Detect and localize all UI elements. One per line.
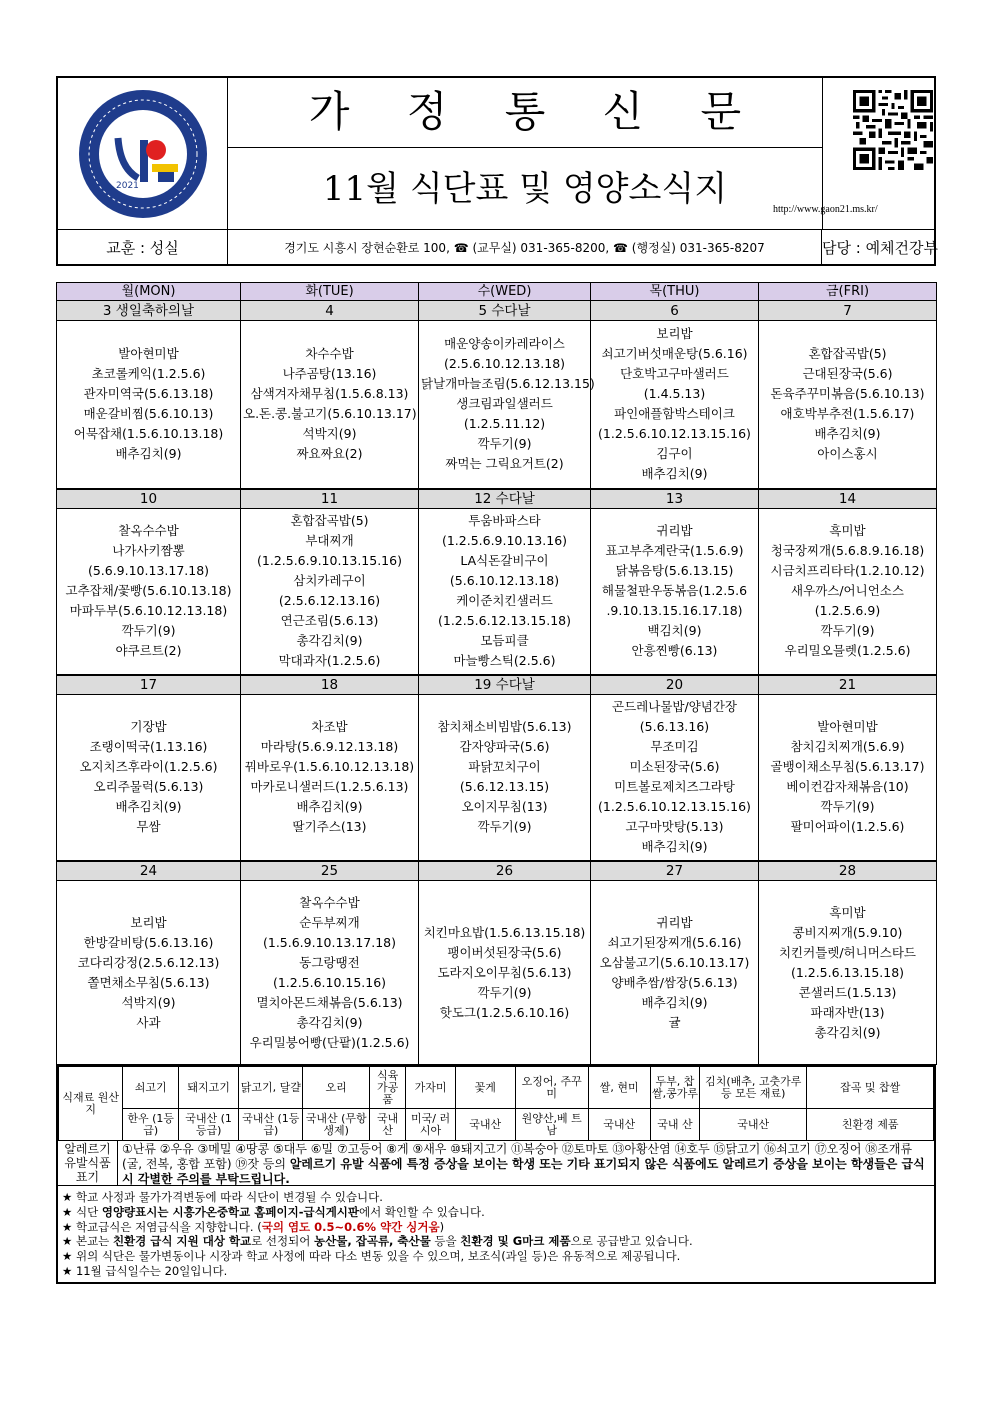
menu-item: 오지치즈후라이(1.2.5.6) [79, 759, 218, 775]
menu-item: 총각김치(9) [296, 633, 363, 649]
menu-item: 마카로니샐러드(1.2.5.6.13) [250, 779, 409, 795]
meal-cell [241, 695, 419, 861]
menu-item: 기장밥 [130, 719, 167, 735]
menu-item: (1.4.5.13) [643, 386, 706, 402]
origin-item: 오리 [303, 1067, 369, 1109]
origin-item: 두부, 찹쌀,콩가루 [650, 1067, 699, 1109]
note-4-g: 으로 공급받고 있습니다. [570, 1234, 693, 1249]
note-3 [62, 1220, 932, 1235]
menu-item: 찰옥수수밥 [299, 894, 360, 910]
origin-table [58, 1066, 934, 1141]
meal-cell [419, 695, 591, 861]
menu-item: 닭날개마늘조림(5.6.12.13.15) [421, 376, 595, 392]
menu-item: 찰옥수수밥 [118, 523, 179, 539]
origin-item: 잡곡 및 찹쌀 [807, 1067, 934, 1109]
meal-cell [241, 881, 419, 1065]
menu-item: 표고부추계란국(1.5.6.9) [605, 543, 744, 559]
date-cell: 14 [759, 489, 937, 509]
notes [62, 1190, 932, 1279]
date-cell: 13 [591, 489, 759, 509]
menu-item: 발아현미밥 [817, 719, 878, 735]
weekday-header: 수(WED) [419, 283, 591, 301]
menu-item: 마파두부(5.6.10.12.13.18) [69, 603, 228, 619]
menu-item: 깍두기(9) [820, 623, 875, 639]
date-cell: 18 [241, 675, 419, 695]
meal-cell [419, 881, 591, 1065]
allergy-text [122, 1142, 932, 1187]
menu-item: 고구마맛탕(5.13) [625, 819, 724, 835]
menu-item: 청국장찌개(5.6.8.9.16.18) [770, 543, 925, 559]
menu-item: 총각김치(9) [296, 1014, 363, 1030]
meal-cell [419, 509, 591, 675]
menu-item: (5.6.13.16) [639, 719, 710, 735]
menu-item: 쇠고기버섯매운탕(5.6.16) [601, 346, 748, 362]
meal-cell [759, 321, 937, 489]
date-cell: 3 생일축하의날 [57, 301, 241, 321]
origin-item: 김치(배추, 고춧가루 등 모든 재료) [700, 1067, 807, 1109]
menu-item: (1.2.5.6.10.15.16) [272, 974, 387, 990]
menu-item: 코다리강정(2.5.6.12.13) [77, 954, 220, 970]
meal-cell [591, 695, 759, 861]
menu-item: (2.5.6.12.13.16) [278, 593, 381, 609]
menu-item: 단호박고구마샐러드 [620, 366, 729, 382]
menu-item: 팽이버섯된장국(5.6) [447, 944, 562, 960]
menu-item: 배추김치(9) [814, 426, 881, 442]
note-2-bold: 영양량표시는 시흥가온중학교 홈페이지-급식게시판 [101, 1204, 360, 1219]
origin-item: 쌀, 현미 [588, 1067, 650, 1109]
meal-cell [57, 881, 241, 1065]
date-cell: 25 [241, 861, 419, 881]
menu-item: (5.6.12.13.15) [459, 779, 550, 795]
date-cell: 28 [759, 861, 937, 881]
date-row [57, 861, 937, 881]
meal-cell [57, 695, 241, 861]
menu-item: 도라지오이무침(5.6.13) [437, 964, 572, 980]
menu-item: 곤드레나물밥/양념간장 [612, 699, 737, 715]
menu-item: 생크림과일샐러드 [456, 396, 553, 412]
date-cell: 24 [57, 861, 241, 881]
menu-item: 치킨커틀렛/허니머스타드 [778, 944, 917, 960]
title-box [228, 78, 822, 230]
origin-country: 원양산,베 트남 [515, 1109, 588, 1141]
menu-item: 부대찌개 [305, 533, 354, 549]
date-cell: 20 [591, 675, 759, 695]
menu-item: 모듬피클 [480, 633, 529, 649]
menu-item: 깍두기(9) [477, 984, 532, 1000]
menu-item: .9.10.13.15.16.17.18) [606, 603, 743, 619]
date-cell: 19 수다날 [419, 675, 591, 695]
menu-item: (1.2.5.6.9) [814, 603, 881, 619]
date-cell: 21 [759, 675, 937, 695]
menu-item: 딸기주스(13) [292, 819, 367, 835]
origin-item: 식육 가공 품 [369, 1067, 405, 1109]
menu-item: 해물철판우동볶음(1.2.5.6 [601, 583, 748, 599]
meal-calendar [56, 282, 937, 1065]
menu-item: 멸치아몬드채볶음(5.6.13) [256, 994, 403, 1010]
origin-item: 닭고기, 달걀 [239, 1067, 303, 1109]
menu-item: LA식돈갈비구이 [460, 553, 549, 569]
meal-cell [57, 321, 241, 489]
menu-item: 무쌈 [136, 819, 161, 835]
date-cell: 27 [591, 861, 759, 881]
menu-item: 깍두기(9) [820, 799, 875, 815]
menu-item: 깍두기(9) [121, 623, 176, 639]
menu-item: 우리밀오믈렛(1.2.5.6) [784, 643, 911, 659]
menu-item: 닭볶음탕(5.6.13.15) [615, 563, 734, 579]
logo-year: 2021 [116, 181, 139, 191]
menu-item: 오.돈.콩.불고기(5.6.10.13.17) [243, 406, 417, 422]
menu-item: 깍두기(9) [477, 819, 532, 835]
menu-item: 연근조림(5.6.13) [280, 613, 379, 629]
menu-item: 석박지(9) [121, 994, 176, 1010]
note-4-c: 로 선정되어 [251, 1234, 315, 1249]
date-cell: 6 [591, 301, 759, 321]
origin-country: 국내산 [455, 1109, 515, 1141]
menu-item: 야쿠르트(2) [115, 643, 182, 659]
school-logo [58, 78, 228, 230]
note-3-a: ★ 학교급식은 저염급식을 지향합니다. ( [62, 1219, 262, 1234]
menu-item: 사과 [136, 1014, 161, 1030]
origin-country: 국내산 (무항생제) [303, 1109, 369, 1141]
menu-item: 쇠고기된장찌개(5.6.16) [607, 934, 742, 950]
menu-item: 삼치카레구이 [293, 573, 366, 589]
menu-item: 차조밥 [311, 719, 348, 735]
qr-code-icon[interactable] [853, 90, 933, 170]
origin-item: 오징어, 주꾸미 [515, 1067, 588, 1109]
meal-row [57, 695, 937, 861]
menu-item: (1.2.5.6.9.10.13.15.16) [257, 553, 402, 569]
menu-item: 김구이 [656, 446, 693, 462]
menu-item: 파인애플함박스테이크 [614, 406, 735, 422]
menu-item: 참치김치찌개(5.6.9) [790, 739, 905, 755]
origin-country: 친환경 제품 [807, 1109, 934, 1141]
menu-item: (1.2.5.6.9.10.13.16) [441, 533, 568, 549]
note-6: ★ 11월 급식일수는 20일입니다. [62, 1263, 228, 1278]
menu-item: 투움바파스타 [468, 513, 541, 529]
origin-country: 미국/ 러시아 [406, 1109, 455, 1141]
date-row [57, 301, 937, 321]
menu-item: 파래자반(13) [810, 1004, 885, 1020]
menu-item: 배추김치(9) [641, 466, 708, 482]
allergy-list: ①난류 ②우유 ③메밀 ④땅콩 ⑤대두 ⑥밀 ⑦고등어 ⑧게 ⑨새우 ⑩돼지고기 ⑪복숭아 ⑫토마토 ⑬아황산염 ⑭호두 ⑮닭고기 ⑯쇠고기 ⑰오징어 ⑱조개류(굴, 전복, 홍합 포함) ⑲잣 등의 [122, 1142, 913, 1171]
menu-item: 한방갈비탕(5.6.13.16) [83, 934, 214, 950]
menu-item: 혼합잡곡밥(5) [290, 513, 369, 529]
menu-item: 배추김치(9) [641, 994, 708, 1010]
menu-item: 석박지(9) [302, 426, 357, 442]
menu-item: 감자양파국(5.6) [459, 739, 550, 755]
menu-item: 아이스홍시 [817, 446, 878, 462]
menu-item: (1.2.5.6.13.15.18) [790, 964, 905, 980]
note-4-e: 등을 [430, 1234, 461, 1249]
qr-box [773, 78, 934, 230]
date-cell: 11 [241, 489, 419, 509]
meal-cell [57, 509, 241, 675]
origin-country: 국내산 (1등급) [239, 1109, 303, 1141]
menu-item: 보리밥 [130, 914, 167, 930]
meal-cell [591, 509, 759, 675]
info-box [56, 1064, 936, 1284]
menu-item: 치킨마요밥(1.5.6.13.15.18) [423, 924, 586, 940]
menu-item: 고추잡채/꽃빵(5.6.10.13.18) [65, 583, 232, 599]
menu-item: 관자미역국(5.6.13.18) [83, 386, 214, 402]
menu-item: (1.2.5.6.12.13.15.18) [437, 613, 571, 629]
weekday-header: 월(MON) [57, 283, 241, 301]
school-url[interactable]: http://www.gaon21.ms.kr/ [773, 204, 878, 215]
menu-item: (1.5.6.9.10.13.17.18) [262, 934, 396, 950]
menu-item: 팔미어파이(1.2.5.6) [790, 819, 905, 835]
menu-item: 콘샐러드(1.5.13) [798, 984, 897, 1000]
date-row [57, 675, 937, 695]
menu-item: 귤 [668, 1014, 681, 1030]
menu-item: 백김치(9) [647, 623, 702, 639]
menu-item: (5.6.9.10.13.17.18) [87, 563, 210, 579]
menu-item: (2.5.6.10.12.13.18) [443, 356, 566, 372]
date-cell: 12 수다날 [419, 489, 591, 509]
origin-item: 가자미 [406, 1067, 455, 1109]
menu-item: 오이지무침(13) [461, 799, 548, 815]
menu-item: 배추김치(9) [115, 799, 182, 815]
date-cell: 26 [419, 861, 591, 881]
menu-item: 참치채소비빔밥(5.6.13) [437, 719, 572, 735]
header-info-row [58, 230, 939, 266]
menu-item: 근대된장국(5.6) [802, 366, 893, 382]
origin-item: 쇠고기 [123, 1067, 179, 1109]
date-row [57, 489, 937, 509]
menu-item: 배추김치(9) [641, 839, 708, 855]
menu-item: (1.2.5.6.10.12.13.15.16) [598, 799, 751, 815]
meal-cell [419, 321, 595, 489]
menu-item: 귀리밥 [656, 914, 693, 930]
menu-item: 양배추쌈/쌈장(5.6.13) [611, 974, 738, 990]
origin-country: 국내 산 [369, 1109, 405, 1141]
menu-item: 보리밥 [656, 326, 693, 342]
menu-item: (5.6.10.12.13.18) [449, 573, 560, 589]
note-1: ★ 학교 사정과 물가가격변동에 따라 식단이 변경될 수 있습니다. [62, 1190, 383, 1204]
menu-item: 초코롤케익(1.2.5.6) [91, 366, 206, 382]
menu-item: 시금치프리타타(1.2.10.12) [770, 563, 925, 579]
menu-item: 미소된장국(5.6) [629, 759, 720, 775]
date-cell: 10 [57, 489, 241, 509]
school-motto: 교훈 : 성실 [58, 230, 228, 266]
meal-cell [591, 881, 759, 1065]
menu-item: 돈육주꾸미볶음(5.6.10.13) [770, 386, 925, 402]
allergy-section [58, 1140, 934, 1186]
menu-item: 깍두기(9) [477, 436, 532, 452]
menu-item: 오리주물럭(5.6.13) [93, 779, 204, 795]
meal-row [57, 509, 937, 675]
note-2-a: ★ 식단 [62, 1204, 102, 1219]
meal-row [57, 881, 937, 1065]
menu-item: 우리밀붕어빵(단팥)(1.2.5.6) [249, 1034, 410, 1050]
page-title: 가 정 통 신 문 [228, 78, 822, 148]
weekday-header-row [57, 283, 937, 301]
menu-item: 배추김치(9) [296, 799, 363, 815]
origin-label: 식재료 원산지 [59, 1067, 123, 1141]
origin-country: 국내 산 [650, 1109, 699, 1141]
note-4-f: 친환경 및 G마크 제품 [460, 1234, 571, 1249]
department: 담당 : 예체건강부 [822, 239, 939, 257]
menu-item: 나주곰탕(13.16) [282, 366, 377, 382]
newsletter-header [56, 76, 939, 266]
origin-country: 국내산 [700, 1109, 807, 1141]
note-2 [62, 1205, 932, 1220]
menu-item: 짜먹는 그릭요거트(2) [445, 456, 564, 472]
date-cell: 5 수다날 [419, 301, 591, 321]
meal-cell [759, 509, 937, 675]
menu-item: 나가사키짬뽕 [112, 543, 185, 559]
menu-item: 동그랑땡전 [299, 954, 360, 970]
note-4 [62, 1234, 932, 1249]
weekday-header: 목(THU) [591, 283, 759, 301]
date-cell: 17 [57, 675, 241, 695]
origin-country: 한우 (1등급) [123, 1109, 179, 1141]
origin-country: 국내산 (1등급) [179, 1109, 239, 1141]
origin-country: 국내산 [588, 1109, 650, 1141]
menu-item: 골뱅이채소무침(5.6.13.17) [770, 759, 925, 775]
menu-item: 발아현미밥 [118, 346, 179, 362]
menu-item: 베이컨감자채볶음(10) [786, 779, 909, 795]
menu-item: 마늘빵스틱(2.5.6) [453, 653, 556, 669]
page-subtitle: 11월 식단표 및 영양소식지 [322, 169, 728, 209]
menu-item: 새우까스/어니언소스 [791, 583, 904, 599]
menu-item: 조랭이떡국(1.13.16) [89, 739, 208, 755]
menu-item: 막대과자(1.2.5.6) [278, 653, 381, 669]
weekday-header: 화(TUE) [241, 283, 419, 301]
meal-cell [759, 695, 937, 861]
menu-item: 혼합잡곡밥(5) [808, 346, 887, 362]
menu-item: 배추김치(9) [115, 446, 182, 462]
note-4-b: 친환경 급식 지원 대상 학교 [112, 1234, 252, 1249]
menu-item: 꿔바로우(1.5.6.10.12.13.18) [244, 759, 415, 775]
menu-item: 매운양송이카레라이스 [444, 336, 565, 352]
meal-cell [759, 881, 937, 1065]
menu-item: 흑미밥 [829, 904, 866, 920]
menu-item: 파닭꼬치구이 [468, 759, 541, 775]
menu-item: 핫도그(1.2.5.6.10.16) [439, 1004, 570, 1020]
menu-item: 어묵잡채(1.5.6.10.13.18) [73, 426, 224, 442]
menu-item: 쫄면채소무침(5.6.13) [87, 974, 210, 990]
meal-cell [241, 509, 419, 675]
meal-cell [591, 321, 759, 489]
menu-item: 콩비지찌개(5.9.10) [792, 924, 903, 940]
menu-item: 차수수밥 [305, 346, 354, 362]
menu-item: 흑미밥 [829, 523, 866, 539]
menu-item: 오삼불고기(5.6.10.13.17) [599, 954, 750, 970]
menu-item: 짜요짜요(2) [296, 446, 363, 462]
menu-item: 매운갈비찜(5.6.10.13) [83, 406, 214, 422]
menu-item: 미트볼로제치즈그라탕 [614, 779, 735, 795]
menu-item: 안흥찐빵(6.13) [631, 643, 718, 659]
date-cell: 4 [241, 301, 419, 321]
menu-item: 마라탕(5.6.9.12.13.18) [260, 739, 399, 755]
menu-item: (1.2.5.11.12) [463, 416, 546, 432]
meal-row [57, 321, 937, 489]
meal-cell [241, 321, 419, 489]
origin-item: 꽃게 [455, 1067, 515, 1109]
menu-item: 삼색겨자채무침(1.5.6.8.13) [250, 386, 409, 402]
weekday-header: 금(FRI) [759, 283, 937, 301]
origin-item: 돼지고기 [179, 1067, 239, 1109]
note-3-red: 국의 염도 0.5~0.6% 약간 싱거움 [261, 1219, 440, 1234]
note-4-d: 농산물, 잡곡류, 축산물 [314, 1234, 431, 1249]
allergy-label: 알레르기 유발식품 표기 [58, 1140, 118, 1186]
menu-item: 총각김치(9) [814, 1024, 881, 1040]
menu-item: 순두부찌개 [299, 914, 360, 930]
allergy-notice: 알레르기 유발 식품에 특정 증상을 보이는 학생 또는 기타 표기되지 않은 식품에도 알레르기 증상을 보이는 학생들은 급식 시 각별한 주의를 부탁드립니다. [122, 1157, 925, 1186]
note-2-c: 에서 확인할 수 있습니다. [359, 1204, 485, 1219]
menu-item: 귀리밥 [656, 523, 693, 539]
menu-item: (1.2.5.6.10.12.13.15.16) [598, 426, 751, 442]
menu-item: 무조미김 [650, 739, 699, 755]
note-4-a: ★ 본교는 [62, 1234, 113, 1249]
date-cell: 7 [759, 301, 937, 321]
menu-item: 케이준치킨샐러드 [456, 593, 553, 609]
menu-item: 애호박부추전(1.5.6.17) [780, 406, 915, 422]
note-3-c: ) [439, 1219, 445, 1234]
school-address: 경기도 시흥시 장현순환로 100, ☎ (교무실) 031-365-8200, ☎ (행정실) 031-365-8207 [228, 230, 822, 266]
note-5: ★ 위의 식단은 물가변동이나 시장과 학교 사정에 따라 다소 변동 있을 수 있으며, 보조식(과일 등)은 유동적으로 제공됩니다. [62, 1249, 681, 1264]
